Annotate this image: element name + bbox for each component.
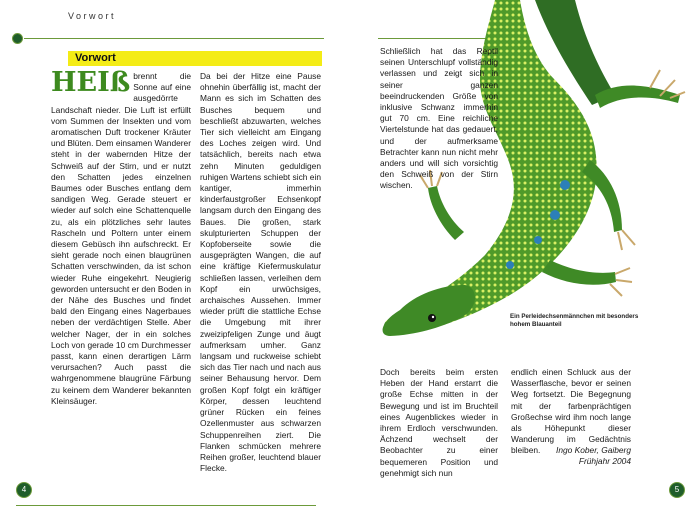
column-1-text: brennt die Sonne auf eine ausgedörrte Landschaft nieder. Die Luft ist erfüllt vom Summen der Insekten und vom aromatischen Duft trockener Kräuter und Blüten. Dem einsamen Wanderer steht in der wabernden Hitze der Schweiß auf der Stirn, und er nutzt den Schatten jedes einzelnen Baumes oder Busches entlang dem sandigen Weg. Gerade steuert er wieder auf solch eine Schattenquelle zu, als ein plötzliches sehr lautes Rascheln und Poltern unter einem diesem Gebüsch ihn aufschreckt. Er sieht gerade noch einen blaugrünen Schatten verschwinden, da ist schon wieder Ruhe eingekehrt. Neugierig geworden untersucht er den Boden in der Nähe des Busches und findet bald den Eingang eines Nagerbaues neben der verdächtigen Stelle. Aber welcher Nager, der in ein solches Loch von gerade 10 cm Durchmesser passt, kann einen derartigen Lärm verursachen? Auch passt die wahrgenommene blaugrüne Färbung zu keinem dem Wanderer bekannten Kleinsäuger. bbox=[51, 71, 191, 406]
column-3-bottom-text: Doch bereits beim ersten Heben der Hand erstarrt die große Echse mitten in der Bewegung und ist im Bruchteil eines Augenblickes wieder in ihrem Erdloch verschwunden. Ächzend wechselt der Beobachter zu einer bequemeren Position und genehmigt sich nun bbox=[380, 367, 498, 478]
left-footer-rule bbox=[16, 505, 316, 506]
column-1 bbox=[51, 67, 191, 407]
author-name: Ingo Kober, Gaiberg bbox=[556, 445, 631, 455]
image-caption: Ein Perleidechsenmännchen mit besonders hohem Blauanteil bbox=[510, 313, 639, 328]
section-header: Vorwort bbox=[68, 11, 117, 21]
drop-cap: HEIß bbox=[51, 67, 131, 98]
signature-date: Frühjahr 2004 bbox=[578, 456, 631, 467]
title-banner bbox=[68, 51, 322, 66]
column-3-bottom bbox=[380, 367, 498, 479]
column-3-top-text: Schließlich hat das Reptil seinen Unterschlupf vollständig verlassen und zeigt sich in seiner ganzen beeindruckenden Größe von inklusive Schwanz immerhin gut 70 cm. Eine reichliche Viertelstunde hat das gedauert, und der aufmerksame Betrachter kann nun nicht mehr anders und will sich vorsichtig den Schweiß von der Stirn wischen. bbox=[380, 46, 498, 191]
left-ornament-dot bbox=[12, 33, 23, 44]
column-4-bottom-text: endlich einen Schluck aus der Wasserflasche, bevor er seinen Weg fortsetzt. Die Begegnung mit der farbenprächtigen Großechse wird ihm noch lange als Höhepunkt dieser Wanderung im Gedächtnis bleiben. bbox=[511, 367, 631, 456]
page-number-left: 4 bbox=[16, 482, 32, 498]
page-number-right: 5 bbox=[669, 482, 685, 498]
column-2-text: Da bei der Hitze eine Pause ohnehin überfällig ist, macht der Mann es sich im Schatten des Busches bequem und beschließt abzuwarten, welches Tier sich vielleicht am Eingang des Loches zeigen wird. Und tatsächlich, bereits nach etwa zehn Minuten geduldigen ruhigen Wartens schiebt sich ein kantiger, immerhin kinderfaustgroßer Echsenkopf langsam durch den Eingang des Baues. Die großen, stark skulpturierten Schuppen der Kopfoberseite sowie die ausgeprägten Wangen, die auf eine kräftige Kiefermuskulatur schließen lassen, verleihen dem Kopf ein urwüchsiges, archaisches Aussehen. Immer wieder prüft die stattliche Echse die Umgebung mit ihrer zweizipfeligen Zunge und äugt aufmerksam umher. Ganz langsam und ruckweise schiebt sich das Tier nach und nach aus seiner Behausung hervor. Dem großen Kopf folgt ein kräftiger Körper, dessen leuchtend grüner Rücken ein feines Ozellenmuster aus schwarzen Schuppenreihen ziert. Die Flanken schmücken mehrere Reihen großer, leuchtend blauer Flecke. bbox=[200, 71, 321, 474]
left-header-rule bbox=[24, 38, 324, 39]
column-4-bottom bbox=[511, 367, 631, 457]
column-2 bbox=[200, 71, 321, 474]
column-3-top bbox=[380, 46, 498, 192]
signature bbox=[511, 445, 631, 467]
title-banner-text: Vorwort bbox=[75, 52, 116, 64]
